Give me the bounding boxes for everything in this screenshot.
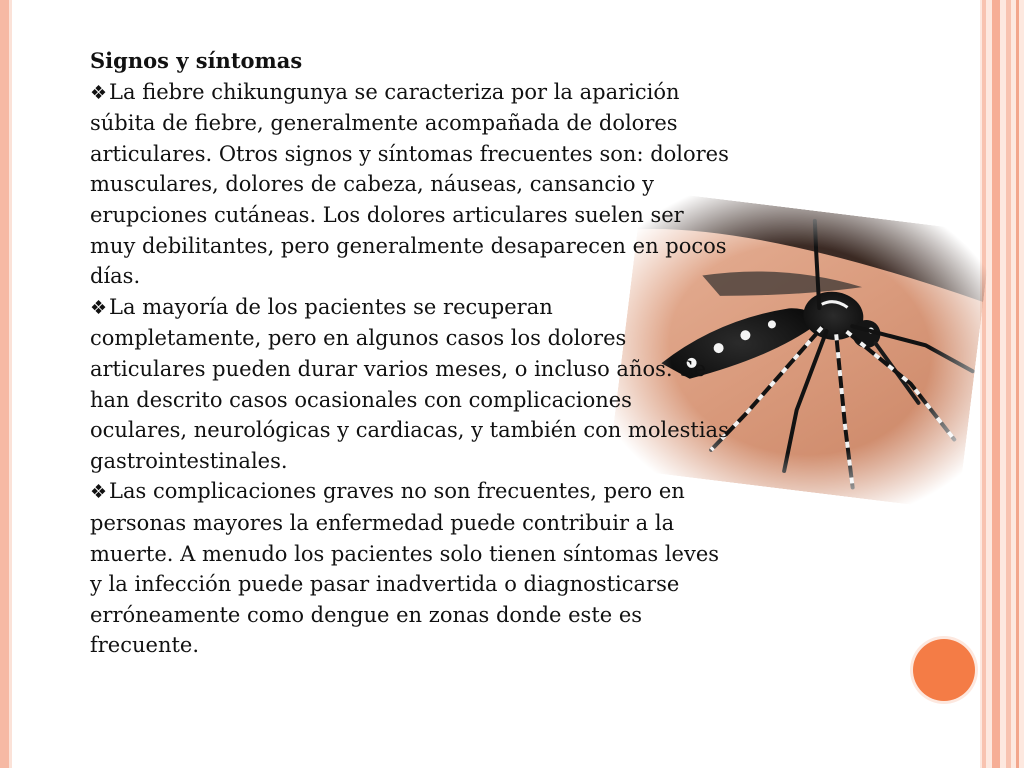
slide-title: Signos y síntomas [90, 48, 303, 73]
right-border-line [1006, 0, 1011, 768]
right-border-line [1016, 0, 1019, 768]
slide-content [90, 46, 730, 661]
bullet-paragraph [90, 292, 730, 477]
paragraph-text: La mayoría de los pacientes se recuperan completamente, pero en algunos casos los dolores articulares pueden durar varios meses, o incluso años. Se han descrito casos ocasionales con complicaciones oculares, neurológicas y cardiacas, y también con molestias gastrointestinales. [90, 294, 729, 473]
diamond-bullet-icon: ❖ [90, 296, 108, 319]
bullet-paragraph [90, 77, 730, 292]
orange-circle-icon [913, 639, 975, 701]
right-border-line [982, 0, 986, 768]
paragraph-text: La fiebre chikungunya se caracteriza por la aparición súbita de fiebre, generalmente acompañada de dolores articulares. Otros signos y síntomas frecuentes son: dolores musculares, dolores de cabeza, náuseas, cansancio y erupciones cutáneas. Los dolores articulares suelen ser muy debilitantes, pero generalmente desaparecen en pocos días. [90, 79, 729, 289]
left-border-stripe [0, 0, 9, 768]
diamond-bullet-icon: ❖ [90, 481, 108, 504]
diamond-bullet-icon: ❖ [90, 81, 108, 104]
right-border-line [992, 0, 1000, 768]
paragraph-text: Las complicaciones graves no son frecuentes, pero en personas mayores la enfermedad puede contribuir a la muerte. A menudo los pacientes solo tienen síntomas leves y la infección puede pasar inadvertida o diagnosticarse erróneamente como dengue en zonas donde este es frecuente. [90, 479, 720, 658]
bullet-paragraph [90, 476, 730, 661]
left-border-stripe-inner [9, 0, 12, 768]
